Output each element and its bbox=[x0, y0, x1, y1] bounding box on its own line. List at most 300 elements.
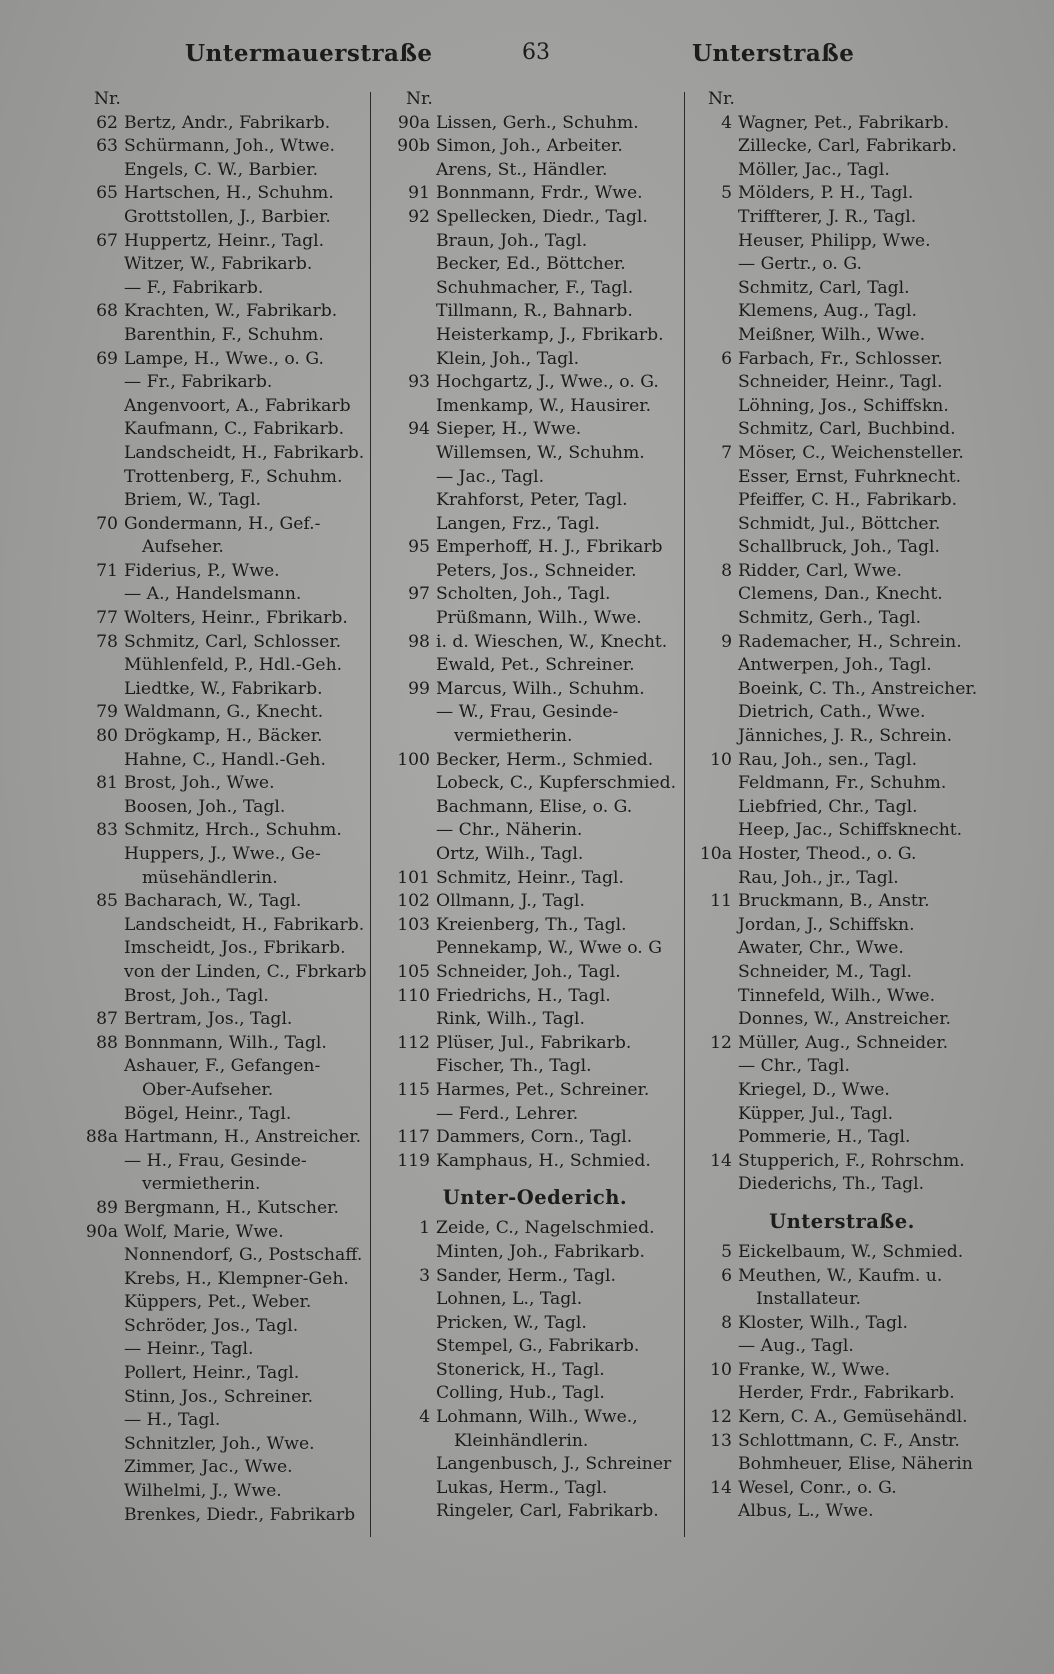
house-number: 117 bbox=[397, 1127, 430, 1148]
directory-entry bbox=[78, 725, 378, 749]
house-number bbox=[78, 489, 124, 513]
house-number bbox=[78, 418, 124, 442]
directory-entry bbox=[692, 442, 992, 466]
house-number: 97 bbox=[408, 584, 430, 605]
resident-entry: — Heinr., Tagl. bbox=[124, 1339, 254, 1360]
directory-entry bbox=[78, 1197, 378, 1221]
number-column-label: Nr. bbox=[708, 89, 735, 109]
resident-entry: Bruckmann, B., Anstr. bbox=[738, 891, 930, 912]
resident-entry: Müller, Aug., Schneider. bbox=[738, 1032, 949, 1053]
directory-entry bbox=[692, 1103, 992, 1127]
resident-entry: Briem, W., Tagl. bbox=[124, 490, 262, 511]
directory-entry bbox=[390, 701, 680, 725]
house-number bbox=[692, 1008, 738, 1032]
house-number bbox=[692, 1382, 738, 1406]
resident-entry: Willemsen, W., Schuhm. bbox=[436, 442, 645, 463]
house-number bbox=[78, 1386, 124, 1410]
directory-entry bbox=[692, 324, 992, 348]
directory-entry bbox=[78, 1008, 378, 1032]
resident-entry: Fiderius, P., Wwe. bbox=[124, 560, 280, 581]
house-number bbox=[78, 796, 124, 820]
directory-entry bbox=[390, 466, 680, 490]
left-street-heading: Untermauerstraße bbox=[185, 40, 433, 67]
directory-entry bbox=[390, 985, 680, 1009]
directory-entry bbox=[78, 348, 378, 372]
resident-entry: Tillmann, R., Bahnarb. bbox=[436, 301, 633, 322]
house-number bbox=[692, 819, 738, 843]
house-number: 10 bbox=[710, 749, 732, 770]
resident-entry: — H., Frau, Gesinde- bbox=[124, 1150, 307, 1171]
house-number: 9 bbox=[721, 631, 732, 652]
resident-entry: Möller, Jac., Tagl. bbox=[738, 159, 890, 180]
resident-entry: Jordan, J., Schiffskn. bbox=[738, 914, 915, 935]
resident-entry: Schlottmann, C. F., Anstr. bbox=[738, 1430, 960, 1451]
house-number bbox=[390, 796, 436, 820]
house-number bbox=[390, 277, 436, 301]
house-number bbox=[692, 135, 738, 159]
directory-entry bbox=[78, 1103, 378, 1127]
house-number bbox=[692, 583, 738, 607]
resident-entry: Sander, Herm., Tagl. bbox=[436, 1265, 616, 1286]
directory-entry bbox=[78, 914, 378, 938]
directory-entry bbox=[692, 890, 992, 914]
number-column-label: Nr. bbox=[406, 89, 433, 109]
house-number bbox=[692, 1055, 738, 1079]
resident-entry: Schürmann, Joh., Wtwe. bbox=[124, 136, 335, 157]
house-number bbox=[390, 819, 436, 843]
resident-entry: Waldmann, G., Knecht. bbox=[124, 702, 324, 723]
house-number bbox=[78, 1268, 124, 1292]
house-number bbox=[390, 937, 436, 961]
resident-entry: Lukas, Herm., Tagl. bbox=[436, 1477, 608, 1498]
house-number bbox=[390, 513, 436, 537]
directory-entry bbox=[692, 961, 992, 985]
house-number bbox=[78, 1173, 124, 1197]
house-number bbox=[390, 1288, 436, 1312]
house-number bbox=[692, 607, 738, 631]
resident-entry: Prüßmann, Wilh., Wwe. bbox=[436, 608, 642, 629]
resident-entry: Imenkamp, W., Hausirer. bbox=[436, 395, 652, 416]
directory-entry bbox=[692, 654, 992, 678]
house-number: 90a bbox=[85, 1221, 118, 1242]
house-number bbox=[390, 725, 436, 749]
house-number: 119 bbox=[397, 1150, 430, 1171]
directory-entry bbox=[390, 1032, 680, 1056]
directory-entry bbox=[390, 371, 680, 395]
resident-entry: von der Linden, C., Fbrkarb bbox=[124, 961, 367, 982]
house-number: 94 bbox=[408, 419, 430, 440]
house-number bbox=[390, 324, 436, 348]
resident-entry: Bonnmann, Wilh., Tagl. bbox=[124, 1032, 327, 1053]
house-number bbox=[692, 1335, 738, 1359]
entry-continuation bbox=[78, 867, 378, 891]
resident-entry: Heisterkamp, J., Fbrikarb. bbox=[436, 324, 664, 345]
house-number bbox=[78, 1409, 124, 1433]
house-number bbox=[692, 513, 738, 537]
house-number bbox=[692, 725, 738, 749]
resident-entry: — A., Handelsmann. bbox=[124, 584, 302, 605]
directory-entry bbox=[390, 607, 680, 631]
house-number: 98 bbox=[408, 631, 430, 652]
directory-entry bbox=[390, 1406, 680, 1430]
resident-entry: Kern, C. A., Gemüsehändl. bbox=[738, 1407, 968, 1428]
resident-entry: Triffterer, J. R., Tagl. bbox=[738, 206, 917, 227]
directory-entry bbox=[78, 1409, 378, 1433]
directory-entry bbox=[692, 583, 992, 607]
directory-entry bbox=[78, 985, 378, 1009]
resident-entry: Schmitz, Gerh., Tagl. bbox=[738, 608, 922, 629]
house-number: 101 bbox=[397, 867, 430, 888]
resident-entry: Zimmer, Jac., Wwe. bbox=[124, 1457, 293, 1478]
directory-entry bbox=[692, 1382, 992, 1406]
resident-entry: Colling, Hub., Tagl. bbox=[436, 1383, 605, 1404]
resident-entry: Huppers, J., Wwe., Ge- bbox=[124, 844, 321, 864]
directory-entry bbox=[692, 985, 992, 1009]
directory-entry bbox=[692, 819, 992, 843]
directory-entry bbox=[692, 1008, 992, 1032]
house-number: 112 bbox=[397, 1032, 430, 1053]
directory-entry bbox=[692, 1126, 992, 1150]
resident-entry: Schmitz, Hrch., Schuhm. bbox=[124, 820, 342, 841]
house-number bbox=[692, 159, 738, 183]
directory-entry bbox=[692, 230, 992, 254]
directory-entry bbox=[78, 890, 378, 914]
directory-entry bbox=[390, 1359, 680, 1383]
directory-entry bbox=[390, 1265, 680, 1289]
directory-entry bbox=[78, 1126, 378, 1150]
directory-entry bbox=[78, 182, 378, 206]
resident-entry: Ober-Aufseher. bbox=[142, 1079, 274, 1100]
resident-entry: Herder, Frdr., Fabrikarb. bbox=[738, 1383, 955, 1404]
resident-entry: Albus, L., Wwe. bbox=[738, 1501, 874, 1522]
directory-entry bbox=[692, 607, 992, 631]
resident-entry: Brenkes, Diedr., Fabrikarb bbox=[124, 1504, 356, 1525]
resident-entry: Huppertz, Heinr., Tagl. bbox=[124, 230, 325, 251]
house-number bbox=[692, 536, 738, 560]
directory-entry bbox=[390, 819, 680, 843]
resident-entry: vermietherin. bbox=[454, 726, 573, 747]
directory-entry bbox=[692, 1173, 992, 1197]
resident-entry: Angenvoort, A., Fabrikarb bbox=[124, 395, 351, 416]
house-number bbox=[692, 1103, 738, 1127]
house-number bbox=[692, 937, 738, 961]
directory-entry bbox=[692, 371, 992, 395]
house-number bbox=[692, 230, 738, 254]
directory-entry bbox=[390, 513, 680, 537]
resident-entry: Peters, Jos., Schneider. bbox=[436, 560, 637, 581]
house-number bbox=[390, 1312, 436, 1336]
resident-entry: Farbach, Fr., Schlosser. bbox=[738, 348, 943, 369]
resident-entry: — Chr., Näherin. bbox=[436, 820, 583, 841]
resident-entry: Awater, Chr., Wwe. bbox=[738, 938, 904, 959]
house-number bbox=[390, 466, 436, 490]
house-number bbox=[390, 1430, 436, 1454]
resident-entry: Löhning, Jos., Schiffskn. bbox=[738, 395, 949, 416]
house-number: 103 bbox=[397, 914, 430, 935]
directory-entry bbox=[78, 678, 378, 702]
house-number bbox=[78, 1103, 124, 1127]
house-number bbox=[390, 1241, 436, 1265]
house-number bbox=[78, 277, 124, 301]
directory-entry bbox=[692, 253, 992, 277]
directory-entry bbox=[390, 843, 680, 867]
house-number bbox=[78, 937, 124, 961]
house-number: 14 bbox=[710, 1477, 732, 1498]
resident-entry: Donnes, W., Anstreicher. bbox=[738, 1009, 951, 1030]
directory-entry bbox=[390, 1241, 680, 1265]
directory-entry bbox=[78, 1291, 378, 1315]
house-number bbox=[692, 466, 738, 490]
directory-entry bbox=[78, 159, 378, 183]
house-number: 80 bbox=[96, 726, 118, 747]
resident-entry: Aufseher. bbox=[142, 537, 224, 558]
directory-entry bbox=[390, 772, 680, 796]
directory-entry bbox=[692, 1032, 992, 1056]
entry-continuation bbox=[390, 725, 680, 749]
resident-entry: Becker, Herm., Schmied. bbox=[436, 749, 654, 770]
directory-entry bbox=[78, 395, 378, 419]
resident-entry: Krebs, H., Klempner-Geh. bbox=[124, 1268, 349, 1289]
resident-entry: Pennekamp, W., Wwe o. G bbox=[436, 938, 662, 959]
resident-entry: Grottstollen, J., Barbier. bbox=[124, 206, 331, 227]
resident-entry: Kloster, Wilh., Tagl. bbox=[738, 1312, 908, 1333]
directory-entry bbox=[692, 300, 992, 324]
resident-entry: — Aug., Tagl. bbox=[738, 1336, 854, 1357]
house-number bbox=[78, 654, 124, 678]
house-number: 90a bbox=[397, 112, 430, 133]
house-number bbox=[390, 1008, 436, 1032]
house-number: 71 bbox=[96, 560, 118, 581]
resident-entry: Stempel, G., Fabrikarb. bbox=[436, 1336, 640, 1357]
directory-entry bbox=[692, 1430, 992, 1454]
resident-entry: Liedtke, W., Fabrikarb. bbox=[124, 678, 323, 699]
directory-entry bbox=[692, 560, 992, 584]
house-number: 83 bbox=[96, 820, 118, 841]
resident-entry: Krahforst, Peter, Tagl. bbox=[436, 490, 628, 511]
house-number bbox=[692, 324, 738, 348]
resident-entry: Pollert, Heinr., Tagl. bbox=[124, 1363, 300, 1384]
directory-entry bbox=[78, 1338, 378, 1362]
house-number bbox=[692, 300, 738, 324]
resident-entry: Dammers, Corn., Tagl. bbox=[436, 1127, 633, 1148]
resident-entry: — W., Frau, Gesinde- bbox=[436, 702, 619, 723]
house-number: 4 bbox=[419, 1407, 430, 1428]
resident-entry: Meißner, Wilh., Wwe. bbox=[738, 324, 926, 345]
resident-entry: Trottenberg, F., Schuhm. bbox=[124, 466, 343, 487]
resident-entry: Kriegel, D., Wwe. bbox=[738, 1079, 890, 1100]
resident-entry: Bachmann, Elise, o. G. bbox=[436, 796, 633, 817]
resident-entry: Lohnen, L., Tagl. bbox=[436, 1289, 583, 1310]
directory-entry bbox=[390, 1150, 680, 1174]
resident-entry: Krachten, W., Fabrikarb. bbox=[124, 301, 338, 322]
resident-entry: Schmitz, Heinr., Tagl. bbox=[436, 867, 624, 888]
resident-entry: Kaufmann, C., Fabrikarb. bbox=[124, 419, 345, 440]
house-number: 65 bbox=[96, 183, 118, 204]
directory-entry bbox=[390, 112, 680, 136]
house-number bbox=[692, 961, 738, 985]
resident-entry: Meuthen, W., Kaufm. u. bbox=[738, 1265, 943, 1286]
resident-entry: Hartmann, H., Anstreicher. bbox=[124, 1127, 362, 1148]
resident-entry: Ashauer, F., Gefangen- bbox=[124, 1056, 321, 1077]
resident-entry: Schmidt, Jul., Böttcher. bbox=[738, 513, 941, 534]
house-number bbox=[692, 985, 738, 1009]
resident-entry: i. d. Wieschen, W., Knecht. bbox=[436, 631, 668, 652]
entry-continuation bbox=[78, 1079, 378, 1103]
resident-entry: Eickelbaum, W., Schmied. bbox=[738, 1241, 964, 1262]
house-number bbox=[78, 159, 124, 183]
house-number bbox=[692, 1079, 738, 1103]
resident-entry: Schmitz, Carl, Buchbind. bbox=[738, 419, 956, 440]
house-number bbox=[78, 466, 124, 490]
house-number bbox=[78, 749, 124, 773]
directory-entry bbox=[692, 678, 992, 702]
resident-entry: — F., Fabrikarb. bbox=[124, 277, 264, 298]
resident-entry: Boeink, C. Th., Anstreicher. bbox=[738, 678, 978, 699]
house-number bbox=[78, 914, 124, 938]
resident-entry: müsehändlerin. bbox=[142, 867, 278, 888]
directory-entry bbox=[390, 230, 680, 254]
resident-entry: Kleinhändlerin. bbox=[454, 1430, 589, 1451]
house-number: 115 bbox=[397, 1079, 430, 1100]
house-number bbox=[78, 1055, 124, 1079]
resident-entry: Langen, Frz., Tagl. bbox=[436, 513, 600, 534]
directory-entry bbox=[692, 701, 992, 725]
directory-entry bbox=[78, 489, 378, 513]
resident-entry: Harmes, Pet., Schreiner. bbox=[436, 1079, 650, 1100]
house-number bbox=[78, 678, 124, 702]
house-number: 70 bbox=[96, 513, 118, 534]
house-number: 4 bbox=[721, 112, 732, 133]
resident-entry: Nonnendorf, G., Postschaff. bbox=[124, 1245, 363, 1266]
directory-entry bbox=[692, 1500, 992, 1524]
directory-entry bbox=[390, 678, 680, 702]
directory-entry bbox=[692, 725, 992, 749]
house-number: 79 bbox=[96, 702, 118, 723]
house-number: 68 bbox=[96, 301, 118, 322]
directory-entry bbox=[78, 230, 378, 254]
directory-entry bbox=[78, 466, 378, 490]
directory-entry bbox=[692, 418, 992, 442]
number-column-label: Nr. bbox=[94, 89, 121, 109]
column-2 bbox=[390, 88, 680, 1524]
resident-entry: Bertz, Andr., Fabrikarb. bbox=[124, 112, 331, 133]
directory-entry bbox=[78, 937, 378, 961]
resident-entry: Wagner, Pet., Fabrikarb. bbox=[738, 112, 950, 133]
house-number bbox=[390, 348, 436, 372]
resident-entry: Jänniches, J. R., Schrein. bbox=[738, 726, 953, 747]
house-number: 6 bbox=[721, 1265, 732, 1286]
resident-entry: Schnitzler, Joh., Wwe. bbox=[124, 1433, 315, 1454]
resident-entry: Brost, Joh., Wwe. bbox=[124, 773, 275, 794]
house-number: 10a bbox=[699, 844, 732, 864]
house-number bbox=[78, 961, 124, 985]
house-number bbox=[390, 1335, 436, 1359]
house-number bbox=[390, 843, 436, 867]
directory-entry bbox=[78, 1480, 378, 1504]
directory-entry bbox=[390, 135, 680, 159]
directory-entry bbox=[692, 1265, 992, 1289]
directory-entry bbox=[78, 206, 378, 230]
house-number bbox=[390, 489, 436, 513]
house-number bbox=[78, 395, 124, 419]
directory-entry bbox=[692, 182, 992, 206]
house-number: 99 bbox=[408, 678, 430, 699]
house-number bbox=[390, 654, 436, 678]
resident-entry: — H., Tagl. bbox=[124, 1410, 221, 1431]
directory-entry bbox=[78, 371, 378, 395]
house-number bbox=[390, 607, 436, 631]
section-heading: Unter-Oederich. bbox=[442, 1186, 628, 1210]
directory-entry bbox=[78, 1055, 378, 1079]
directory-entry bbox=[692, 843, 992, 867]
resident-entry: Schröder, Jos., Tagl. bbox=[124, 1315, 299, 1336]
directory-entry bbox=[78, 513, 378, 537]
directory-entry bbox=[78, 701, 378, 725]
house-number bbox=[78, 371, 124, 395]
resident-entry: Ollmann, J., Tagl. bbox=[436, 891, 585, 912]
resident-entry: Franke, W., Wwe. bbox=[738, 1359, 891, 1380]
resident-entry: Clemens, Dan., Knecht. bbox=[738, 584, 943, 605]
house-number bbox=[78, 1150, 124, 1174]
resident-entry: Tinnefeld, Wilh., Wwe. bbox=[738, 985, 936, 1006]
resident-entry: Engels, C. W., Barbier. bbox=[124, 159, 319, 180]
directory-entry bbox=[692, 1055, 992, 1079]
house-number bbox=[692, 1126, 738, 1150]
house-number: 95 bbox=[408, 537, 430, 558]
directory-entry bbox=[390, 253, 680, 277]
directory-entry bbox=[390, 536, 680, 560]
house-number: 88a bbox=[85, 1127, 118, 1148]
resident-entry: — Jac., Tagl. bbox=[436, 466, 545, 487]
house-number bbox=[390, 230, 436, 254]
resident-entry: Schallbruck, Joh., Tagl. bbox=[738, 537, 941, 558]
house-number: 10 bbox=[710, 1359, 732, 1380]
directory-entry bbox=[692, 395, 992, 419]
directory-entry bbox=[390, 1500, 680, 1524]
house-number bbox=[692, 489, 738, 513]
house-number: 8 bbox=[721, 1312, 732, 1333]
directory-entry bbox=[390, 300, 680, 324]
directory-entry bbox=[78, 1456, 378, 1480]
resident-entry: Kreienberg, Th., Tagl. bbox=[436, 914, 627, 935]
house-number bbox=[390, 1500, 436, 1524]
house-number: 13 bbox=[710, 1430, 732, 1451]
directory-entry bbox=[692, 772, 992, 796]
house-number bbox=[78, 324, 124, 348]
resident-entry: — Fr., Fabrikarb. bbox=[124, 372, 273, 393]
resident-entry: — Chr., Tagl. bbox=[738, 1056, 850, 1077]
resident-entry: Schneider, M., Tagl. bbox=[738, 961, 912, 982]
directory-entry bbox=[692, 1079, 992, 1103]
resident-entry: Klemens, Aug., Tagl. bbox=[738, 301, 918, 322]
right-street-heading: Unterstraße bbox=[692, 40, 855, 67]
directory-entry bbox=[78, 631, 378, 655]
house-number bbox=[78, 1291, 124, 1315]
column-divider-2 bbox=[684, 92, 685, 1537]
resident-entry: Schneider, Heinr., Tagl. bbox=[738, 372, 943, 393]
house-number: 62 bbox=[96, 112, 118, 133]
directory-entry bbox=[390, 418, 680, 442]
directory-entry bbox=[78, 843, 378, 867]
house-number bbox=[692, 678, 738, 702]
resident-entry: Friedrichs, H., Tagl. bbox=[436, 985, 611, 1006]
house-number bbox=[390, 560, 436, 584]
directory-entry bbox=[390, 560, 680, 584]
resident-entry: Imscheidt, Jos., Fbrikarb. bbox=[124, 938, 346, 959]
house-number bbox=[390, 1103, 436, 1127]
house-number bbox=[390, 772, 436, 796]
house-number bbox=[78, 536, 124, 560]
